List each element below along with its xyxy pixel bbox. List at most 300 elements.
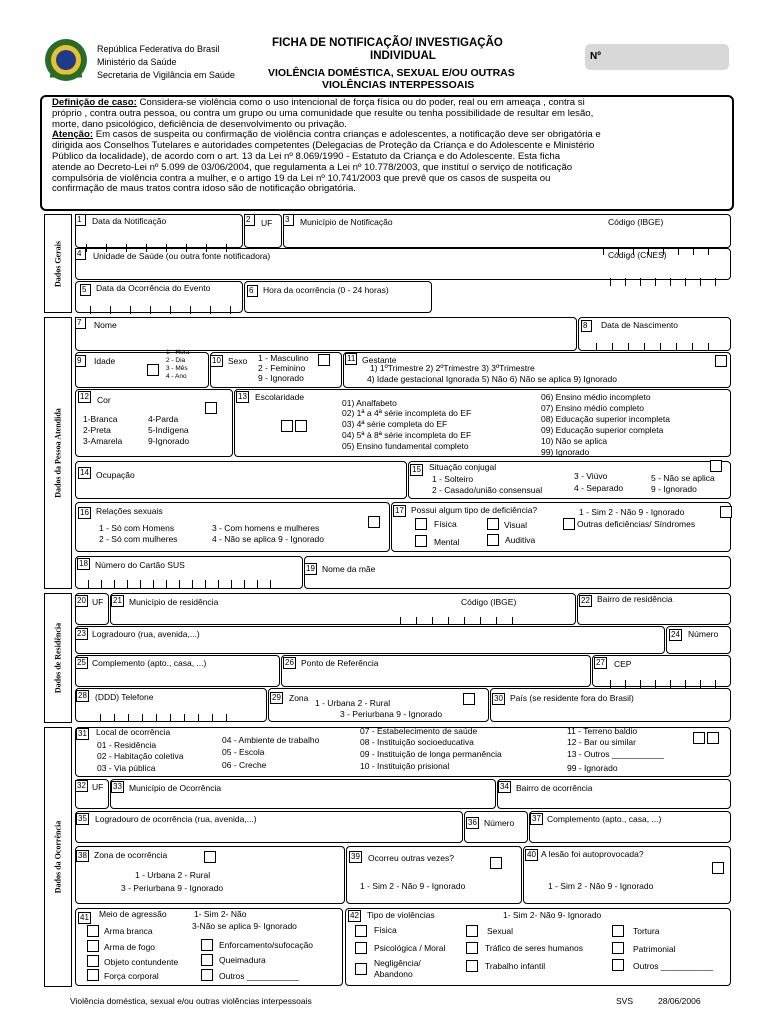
field-number: 36 (468, 818, 477, 827)
digit-tick (218, 580, 219, 588)
field-label: Bairro de ocorrência (516, 783, 593, 793)
field-cep[interactable] (592, 655, 731, 687)
digit-tick (212, 714, 213, 722)
conjugal-checkbox[interactable] (710, 460, 722, 472)
form-title-3: VIOLÊNCIA DOMÉSTICA, SEXUAL E/OU OUTRAS (268, 67, 515, 79)
digit-tick (210, 306, 211, 314)
gov-line-1: República Federativa do Brasil (97, 44, 220, 54)
escolaridade-option: 09) Educação superior completa (541, 425, 664, 435)
field-label: Data da Notificação (92, 216, 167, 226)
gestante-options: 1) 1ºTrimestre 2) 2ºTrimestre 3) 3ºTrimestre (370, 363, 535, 373)
objeto-contundente-checkbox[interactable] (87, 955, 99, 967)
digit-tick (715, 680, 716, 688)
field-number: 15 (412, 465, 421, 474)
digit-tick (226, 244, 227, 252)
digit-tick (90, 306, 91, 314)
tipo-option: Patrimonial (633, 944, 676, 954)
field-label: (DDD) Telefone (95, 692, 154, 702)
zona-options: 3 - Periurbana 9 - Ignorado (340, 709, 443, 719)
field-number: 23 (77, 629, 86, 638)
tipo-option: Psicológica / Moral (374, 943, 446, 953)
conjugal-option: 3 - Viúvo (574, 471, 608, 481)
footer-date: 28/06/2006 (658, 996, 701, 1006)
field-number: 8 (581, 320, 592, 332)
field-label: Tipo de violências (367, 910, 435, 920)
escolaridade-option: 06) Ensino médio incompleto (541, 392, 651, 402)
field-label: Logradouro (rua, avenida,...) (92, 629, 200, 639)
digit-tick (610, 278, 611, 286)
meio-option: Outros ___________ (219, 971, 299, 981)
field-label: Data de Nascimento (601, 320, 679, 330)
escolaridade-checkbox[interactable] (281, 420, 293, 432)
local-option: 07 - Estabelecimento de saúde (360, 726, 478, 736)
field-number: 39 (351, 852, 360, 861)
digit-tick (448, 617, 449, 625)
field-number: 16 (80, 508, 89, 517)
section-dados-pessoa (44, 317, 72, 589)
attention-heading: Atenção: (52, 129, 94, 141)
digit-tick (655, 278, 656, 286)
field-number: 29 (272, 693, 281, 702)
digit-tick (596, 343, 597, 351)
digit-tick (480, 617, 481, 625)
field-label: Data da Ocorrência do Evento (96, 283, 211, 293)
local-option: 04 - Ambiente de trabalho (222, 735, 320, 745)
relacoes-option: 4 - Não se aplica 9 - Ignorado (212, 534, 324, 544)
queimadura-checkbox[interactable] (201, 954, 213, 966)
digit-tick (625, 680, 626, 688)
digit-tick (270, 580, 271, 588)
tipo-option: Sexual (487, 926, 513, 936)
local-option: 03 - Via pública (97, 763, 156, 773)
definition-line: morte, dano psicológico, deficiência de desenvolvimento ou privação. (52, 118, 347, 130)
section-dados-gerais (44, 214, 72, 313)
sexo-option: 1 - Masculino (258, 353, 309, 363)
tipo-answers: 1- Sim 2- Não 9- Ignorado (503, 910, 602, 920)
digit-tick (678, 247, 679, 255)
digit-tick (655, 680, 656, 688)
sexo-option: 9 - Ignorado (258, 373, 304, 383)
field-label: Cor (97, 395, 111, 405)
zona-ocorrencia-checkbox[interactable] (204, 851, 216, 863)
definition-line: Considera-se violência como o uso intencional de força física ou do poder, real ou em ameaça , contra si (136, 97, 585, 108)
digit-tick (496, 617, 497, 625)
definition-line: compulsória de violência contra a mulher, e o artigo 19 da Lei nº 10.741/2003 que prevê que os casos de suspeita ou (52, 172, 551, 184)
field-label: Complemento (apto., casa, ...) (547, 814, 662, 824)
field-number: 11 (347, 354, 356, 363)
local-option: 11 - Terreno baldio (567, 726, 638, 736)
field-label: Local de ocorrência (96, 727, 171, 737)
field-label: Idade (94, 356, 116, 366)
field-number: 34 (500, 782, 509, 791)
digit-tick (226, 714, 227, 722)
cor-option: 1-Branca (83, 414, 118, 424)
digit-tick (190, 306, 191, 314)
notification-number-label: Nº (590, 51, 601, 62)
forca-corporal-checkbox[interactable] (87, 969, 99, 981)
escolaridade-checkbox[interactable] (295, 420, 307, 432)
meio-option: Objeto contundente (104, 957, 179, 967)
field-number: 22 (581, 596, 590, 605)
field-label: Gestante (362, 355, 397, 365)
cor-option: 5-Indígena (148, 425, 189, 435)
tipo-option: Negligência/ (374, 958, 421, 968)
cor-checkbox[interactable] (205, 402, 217, 414)
digit-tick (186, 244, 187, 252)
digit-tick (633, 247, 634, 255)
digit-tick (106, 244, 107, 252)
field-number: 24 (671, 630, 680, 639)
digit-tick (184, 714, 185, 722)
tipo-option: Tortura (633, 926, 660, 936)
field-number: 41 (80, 913, 89, 922)
field-label: CEP (614, 659, 632, 669)
cor-option: 3-Amarela (83, 436, 123, 446)
field-number: 14 (80, 468, 89, 477)
relacoes-option: 2 - Só com mulheres (99, 534, 178, 544)
digit-tick (101, 580, 102, 588)
digit-tick (170, 714, 171, 722)
gov-line-2: Ministério da Saúde (97, 57, 177, 67)
field-label: Situação conjugal (429, 462, 497, 472)
tipo-option: Abandono (374, 969, 413, 979)
deficiencia-fisica-checkbox[interactable] (415, 518, 427, 530)
field-number: 5 (80, 284, 91, 296)
tipo-option: Outros ___________ (633, 961, 713, 971)
outros-meio-checkbox[interactable] (201, 969, 213, 981)
digit-tick (610, 680, 611, 688)
local-option: 02 - Habitação coletiva (97, 751, 184, 761)
digit-tick (166, 244, 167, 252)
deficiencia-answers: 1 - Sim 2 - Não 9 - Ignorado (579, 507, 685, 517)
field-label: Bairro de residência (597, 594, 673, 604)
fisica-checkbox[interactable] (355, 925, 367, 937)
deficiencia-option: Auditiva (505, 535, 536, 545)
field-label: Possui algum tipo de deficiência? (411, 505, 538, 515)
digit-tick (244, 580, 245, 588)
field-number: 13 (238, 392, 247, 401)
conjugal-option: 4 - Separado (574, 483, 624, 493)
idade-unit-checkbox[interactable] (147, 364, 159, 376)
digit-tick (170, 306, 171, 314)
form-title-4: VIOLÊNCIAS INTERPESSOAIS (322, 79, 475, 91)
field-label: Ocupação (96, 470, 135, 480)
digit-tick (618, 247, 619, 255)
conjugal-option: 5 - Não se aplica (651, 473, 715, 483)
cor-option: 2-Preta (83, 425, 111, 435)
outras-vezes-options: 1 - Sim 2 - Não 9 - Ignorado (360, 881, 466, 891)
digit-tick (464, 617, 465, 625)
field-label: Complemento (apto., casa, ...) (92, 658, 207, 668)
digit-tick (685, 278, 686, 286)
conjugal-option: 2 - Casado/união consensual (432, 485, 543, 495)
field-label: Zona de ocorrência (94, 850, 168, 860)
field-number: 27 (596, 658, 605, 667)
definition-heading: Definição de caso: (52, 97, 137, 108)
tipo-option: Física (374, 925, 397, 935)
case-definition-text (52, 98, 728, 195)
field-number: 26 (285, 658, 294, 667)
field-number: 38 (78, 851, 87, 860)
field-number: 1 (75, 214, 86, 226)
local-option: 99 - Ignorado (567, 763, 618, 773)
digit-tick (512, 617, 513, 625)
field-number: 19 (306, 564, 315, 573)
digit-tick (676, 343, 677, 351)
relacoes-option: 3 - Com homens e mulheres (212, 523, 320, 533)
gestante-options: 4) Idade gestacional Ignorada 5) Não 6) Não se aplica 9) Ignorado (367, 374, 617, 384)
digit-tick (715, 278, 716, 286)
tipo-option: Trabalho infantil (485, 961, 546, 971)
enforcamento-checkbox[interactable] (201, 939, 213, 951)
definition-line: confirmação de maus tratos contra idoso são de notificação obrigatória. (52, 183, 356, 195)
field-number: 2 (244, 214, 255, 226)
escolaridade-option: 05) Ensino fundamental completo (342, 441, 469, 451)
digit-tick (700, 278, 701, 286)
field-ocupacao[interactable] (75, 461, 407, 499)
meio-option: Enforcamento/sufocação (219, 940, 314, 950)
field-label: Ocorreu outras vezes? (368, 853, 454, 863)
escolaridade-option: 03) 4ª série completa do EF (342, 419, 448, 429)
meio-option: Arma branca (104, 926, 153, 936)
digit-tick (156, 714, 157, 722)
field-label: Município de residência (129, 597, 219, 607)
idade-option: 4 - Ano (166, 373, 187, 380)
form-title-1: FICHA DE NOTIFICAÇÃO/ INVESTIGAÇÃO (272, 37, 503, 49)
autoprovocada-checkbox[interactable] (712, 862, 724, 874)
digit-tick (700, 680, 701, 688)
escolaridade-option: 10) Não se aplica (541, 436, 608, 446)
section-label: Dados de Residência (53, 622, 63, 694)
section-dados-ocorrencia (44, 727, 72, 987)
field-number: 9 (75, 355, 86, 367)
zona-checkbox[interactable] (463, 693, 475, 705)
meio-option: Queimadura (219, 955, 266, 965)
digit-tick (230, 306, 231, 314)
digit-tick (192, 580, 193, 588)
local-checkbox[interactable] (693, 732, 705, 744)
cor-option: 9-Ignorado (148, 436, 190, 446)
zona-ocorrencia-option: 1 - Urbana 2 - Rural (135, 870, 211, 880)
field-label: Meio de agressão (99, 909, 167, 919)
zona-options: 1 - Urbana 2 - Rural (315, 698, 391, 708)
field-number: 18 (79, 559, 88, 568)
outros-tipo-checkbox[interactable] (612, 959, 624, 971)
meio-option: Força corporal (104, 971, 159, 981)
meio-answers: 3-Não se aplica 9- Ignorado (192, 921, 297, 931)
section-label: Dados Gerais (53, 240, 63, 287)
brazil-coat-of-arms-icon (42, 36, 90, 84)
deficiencia-auditiva-checkbox[interactable] (487, 534, 499, 546)
idade-option: 1 - Hora (166, 349, 190, 356)
section-label: Dados da Pessoa Atendida (53, 408, 63, 498)
digit-tick (628, 343, 629, 351)
field-number: 20 (77, 596, 86, 605)
field-label: Código (CNES) (608, 250, 667, 260)
gestante-checkbox[interactable] (715, 355, 727, 367)
digit-tick (416, 617, 417, 625)
digit-tick (110, 306, 111, 314)
local-option: 10 - Instituição prisional (360, 761, 450, 771)
digit-tick (114, 580, 115, 588)
digit-tick (257, 580, 258, 588)
digit-tick (685, 680, 686, 688)
field-label: Unidade de Saúde (ou outra fonte notificadora) (93, 251, 271, 261)
notification-number-field[interactable] (585, 44, 729, 70)
field-label: Número (484, 818, 515, 828)
escolaridade-option: 07) Ensino médio completo (541, 403, 645, 413)
digit-tick (670, 278, 671, 286)
local-option: 06 - Creche (222, 760, 267, 770)
field-number: 28 (78, 691, 87, 700)
field-number: 17 (395, 506, 404, 515)
digit-tick (153, 580, 154, 588)
field-number: 25 (77, 658, 86, 667)
outras-vezes-checkbox[interactable] (490, 857, 502, 869)
form-title-2: INDIVIDUAL (370, 50, 436, 62)
field-number: 31 (78, 729, 87, 738)
definition-line: próprio , contra outra pessoa, ou contra um grupo ou uma comunidade que resulte ou tenha possibilidade de resultar em lesão, (52, 107, 594, 119)
cor-option: 4-Parda (148, 414, 179, 424)
local-option: 05 - Escola (222, 747, 265, 757)
psicologica-checkbox[interactable] (355, 942, 367, 954)
conjugal-option: 9 - Ignorado (651, 484, 697, 494)
meio-option: Arma de fogo (104, 942, 156, 952)
field-label: Código (IBGE) (608, 217, 664, 227)
local-option: 12 - Bar ou similar (567, 737, 636, 747)
definition-line: atende ao Decreto-Lei nº 5.099 de 03/06/2004, que regulamenta a Lei nº 10.778/2003, que instituí o serviço de notificação (52, 161, 573, 173)
sexual-checkbox[interactable] (466, 925, 478, 937)
definition-line: Público da localidade), de acordo com o art. 13 da Lei nº 8.069/1990 - Estatuto da Criança e do Adolescente. Esta ficha (52, 150, 561, 162)
deficiencia-checkbox[interactable] (720, 506, 732, 518)
field-label: Escolaridade (255, 392, 305, 402)
footer-title: Violência doméstica, sexual e/ou outras violências interpessoais (70, 996, 312, 1006)
digit-tick (140, 580, 141, 588)
arma-branca-checkbox[interactable] (87, 925, 99, 937)
conjugal-option: 1 - Solteiro (432, 474, 474, 484)
local-option: 09 - Instituição de longa permanência (360, 749, 502, 759)
gov-line-3: Secretaria de Vigilância em Saúde (97, 70, 235, 80)
tortura-checkbox[interactable] (612, 925, 624, 937)
local-checkbox[interactable] (707, 732, 719, 744)
escolaridade-option: 02) 1ª a 4ª série incompleta do EF (342, 408, 472, 418)
field-number: 40 (527, 850, 536, 859)
footer-agency: SVS (616, 996, 634, 1006)
tipo-option: Tráfico de seres humanos (485, 943, 583, 953)
field-label: UF (92, 597, 104, 607)
digit-tick (660, 343, 661, 351)
local-option: 13 - Outros ___________ (567, 749, 664, 759)
field-number: 42 (350, 911, 359, 920)
digit-tick (640, 680, 641, 688)
field-number: 21 (113, 596, 122, 605)
digit-tick (640, 278, 641, 286)
escolaridade-option: 99) Ignorado (541, 447, 590, 457)
digit-tick (130, 306, 131, 314)
field-number: 12 (80, 392, 89, 401)
digit-tick (231, 580, 232, 588)
field-label: Nome da mãe (322, 564, 376, 574)
escolaridade-option: 04) 5ª à 8ª série incompleta do EF (342, 430, 472, 440)
deficiencia-option: Visual (504, 520, 527, 530)
deficiencia-option: Mental (434, 537, 460, 547)
digit-tick (88, 580, 89, 588)
negligencia-checkbox[interactable] (355, 963, 367, 975)
field-label: Município de Notificação (300, 217, 393, 227)
autoprovocada-options: 1 - Sim 2 - Não 9 - Ignorado (548, 881, 654, 891)
definition-line: dirigida aos Conselhos Tutelares e autoridades competentes (Delegacias de Proteção da Criança e do Adolescente e Ministério (52, 140, 595, 152)
digit-tick (128, 714, 129, 722)
field-label: Sexo (228, 356, 248, 366)
field-number: 30 (494, 694, 503, 703)
field-number: 33 (113, 782, 122, 791)
digit-tick (100, 714, 101, 722)
escolaridade-option: 08) Educação superior incompleta (541, 414, 670, 424)
field-label: Número (688, 629, 719, 639)
relacoes-checkbox[interactable] (368, 516, 380, 528)
field-number: 35 (78, 814, 87, 823)
section-label: Dados da Ocorrência (53, 820, 63, 894)
local-option: 01 - Residência (97, 740, 157, 750)
arma-fogo-checkbox[interactable] (87, 940, 99, 952)
patrimonial-checkbox[interactable] (612, 942, 624, 954)
field-label: Município de Ocorrência (129, 783, 222, 793)
field-number: 32 (77, 781, 86, 790)
deficiencia-visual-checkbox[interactable] (487, 518, 499, 530)
digit-tick (693, 247, 694, 255)
field-number: 3 (283, 214, 294, 226)
digit-tick (86, 244, 87, 252)
relacoes-option: 1 - Só com Homens (99, 523, 175, 533)
digit-tick (648, 247, 649, 255)
digit-tick (150, 306, 151, 314)
field-label: Hora da ocorrência (0 - 24 horas) (263, 285, 389, 295)
digit-tick (205, 580, 206, 588)
field-nome[interactable] (75, 317, 577, 351)
digit-tick (692, 343, 693, 351)
trabalho-infantil-checkbox[interactable] (466, 960, 478, 972)
idade-option: 3 - Mês (166, 365, 188, 372)
definition-line: Em casos de suspeita ou confirmação de violência contra crianças e adolescentes, a notificação deve ser obrigatória e (93, 129, 601, 141)
zona-ocorrencia-option: 3 - Periurbana 9 - Ignorado (121, 883, 224, 893)
deficiencia-mental-checkbox[interactable] (415, 535, 427, 547)
field-label: Número do Cartão SUS (95, 560, 185, 570)
sexo-option: 2 - Feminino (258, 363, 306, 373)
digit-tick (663, 247, 664, 255)
digit-tick (670, 680, 671, 688)
trafico-checkbox[interactable] (466, 942, 478, 954)
field-number: 7 (75, 317, 86, 329)
digit-tick (644, 343, 645, 351)
field-label: Ponto de Referência (301, 658, 379, 668)
digit-tick (114, 714, 115, 722)
digit-tick (179, 580, 180, 588)
sexo-checkbox[interactable] (318, 354, 330, 366)
field-label: País (se residente fora do Brasil) (510, 693, 634, 703)
digit-tick (708, 343, 709, 351)
field-label: Logradouro de ocorrência (rua, avenida,...) (95, 814, 257, 824)
meio-answers: 1- Sim 2- Não (194, 909, 247, 919)
deficiencia-outras-checkbox[interactable] (563, 518, 575, 530)
digit-tick (127, 580, 128, 588)
field-number: 37 (532, 814, 541, 823)
digit-tick (625, 278, 626, 286)
digit-tick (198, 714, 199, 722)
digit-tick (708, 247, 709, 255)
field-label: A lesão foi autoprovocada? (541, 849, 644, 859)
field-number: 4 (75, 248, 86, 260)
field-label: Relações sexuais (96, 506, 163, 516)
